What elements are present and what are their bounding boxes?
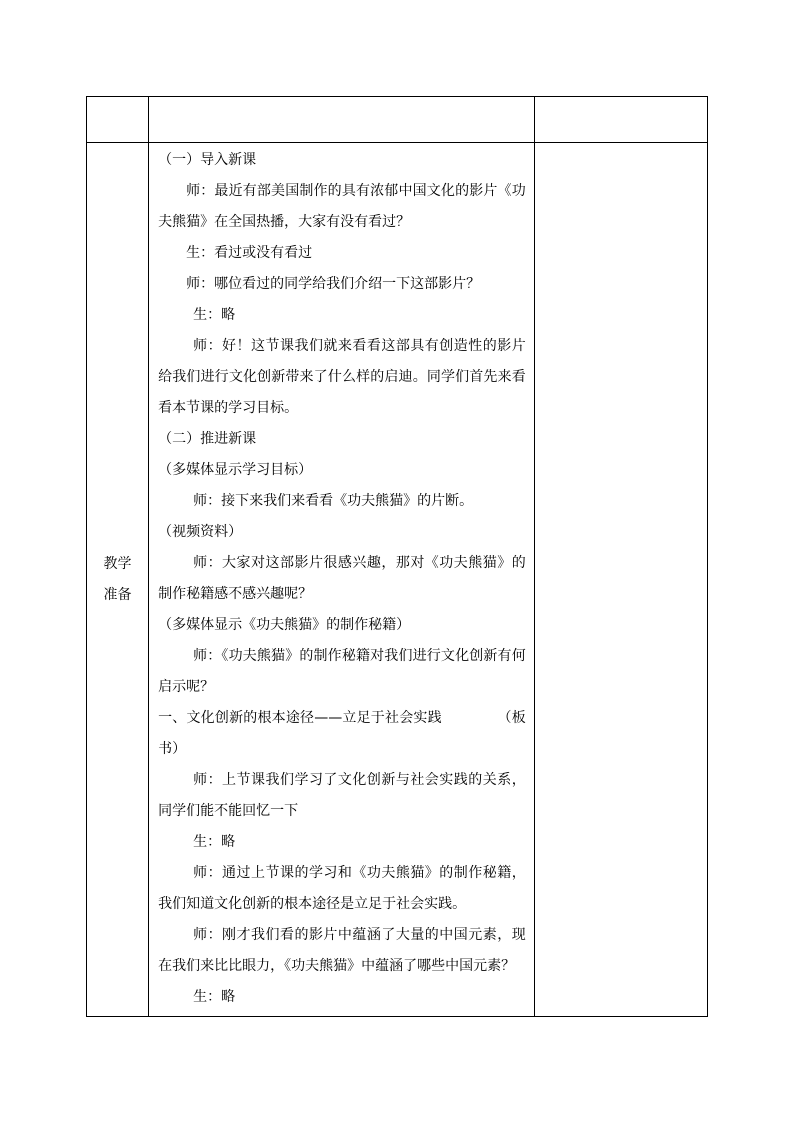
header-cell-notes: [534, 97, 707, 143]
lesson-paragraph: 师：《功夫熊猫》的制作秘籍对我们进行文化创新有何启示呢？: [158, 648, 526, 695]
lesson-paragraph: 师：刚才我们看的影片中蕴涵了大量的中国元素，现在我们来比比眼力，《功夫熊猫》中蕴涵了哪些中国元素？: [158, 927, 526, 974]
lesson-plan-table: [86, 96, 708, 1017]
lesson-paragraph: （多媒体显示学习目标）: [158, 462, 313, 478]
lesson-paragraph: 师：上节课我们学习了文化创新与社会实践的关系，同学们能不能回忆一下: [158, 772, 526, 819]
lesson-paragraph: 生：略: [193, 989, 236, 1005]
lesson-paragraph: 师：好！这节课我们就来看看这部具有创造性的影片给我们进行文化创新带来了什么样的启迪。同学们首先来看看本节课的学习目标。: [158, 338, 526, 416]
header-row: [87, 97, 708, 143]
lesson-paragraph: 师：哪位看过的同学给我们介绍一下这部影片？: [186, 276, 481, 292]
section-label-line-2: 准备: [103, 586, 132, 603]
header-cell-label: [87, 97, 149, 143]
notes-cell: [534, 143, 707, 1017]
lesson-paragraph: （视频资料）: [158, 524, 243, 540]
lesson-paragraph: 生：略: [193, 834, 236, 850]
section-label-line-1: 教学: [103, 555, 132, 572]
lesson-paragraph: 生：看过或没有看过: [186, 245, 313, 261]
lesson-paragraph: 一、文化创新的根本途径——立足于社会实践 （板书）: [158, 710, 526, 757]
lesson-paragraph: 师：最近有部美国制作的具有浓郁中国文化的影片《功夫熊猫》在全国热播，大家有没有看过？: [158, 183, 526, 230]
lesson-paragraph: （多媒体显示《功夫熊猫》的制作秘籍）: [158, 617, 411, 633]
lesson-paragraph: 师：大家对这部影片很感兴趣，那对《功夫熊猫》的制作秘籍感不感兴趣呢？: [158, 555, 526, 602]
header-cell-content: [149, 97, 535, 143]
lesson-paragraph: 师：接下来我们来看看《功夫熊猫》的片断。: [193, 493, 474, 509]
lesson-content-cell: [149, 143, 535, 1017]
section-label-cell: [87, 143, 149, 1017]
lesson-paragraph: （二）推进新课: [158, 431, 257, 447]
lesson-paragraph: 师：通过上节课的学习和《功夫熊猫》的制作秘籍，我们知道文化创新的根本途径是立足于社会实践。: [158, 865, 526, 912]
lesson-paragraph: （一）导入新课: [158, 152, 257, 168]
lesson-content: [158, 145, 526, 1013]
body-row: [87, 143, 708, 1017]
lesson-paragraph: 生：略: [193, 307, 236, 323]
